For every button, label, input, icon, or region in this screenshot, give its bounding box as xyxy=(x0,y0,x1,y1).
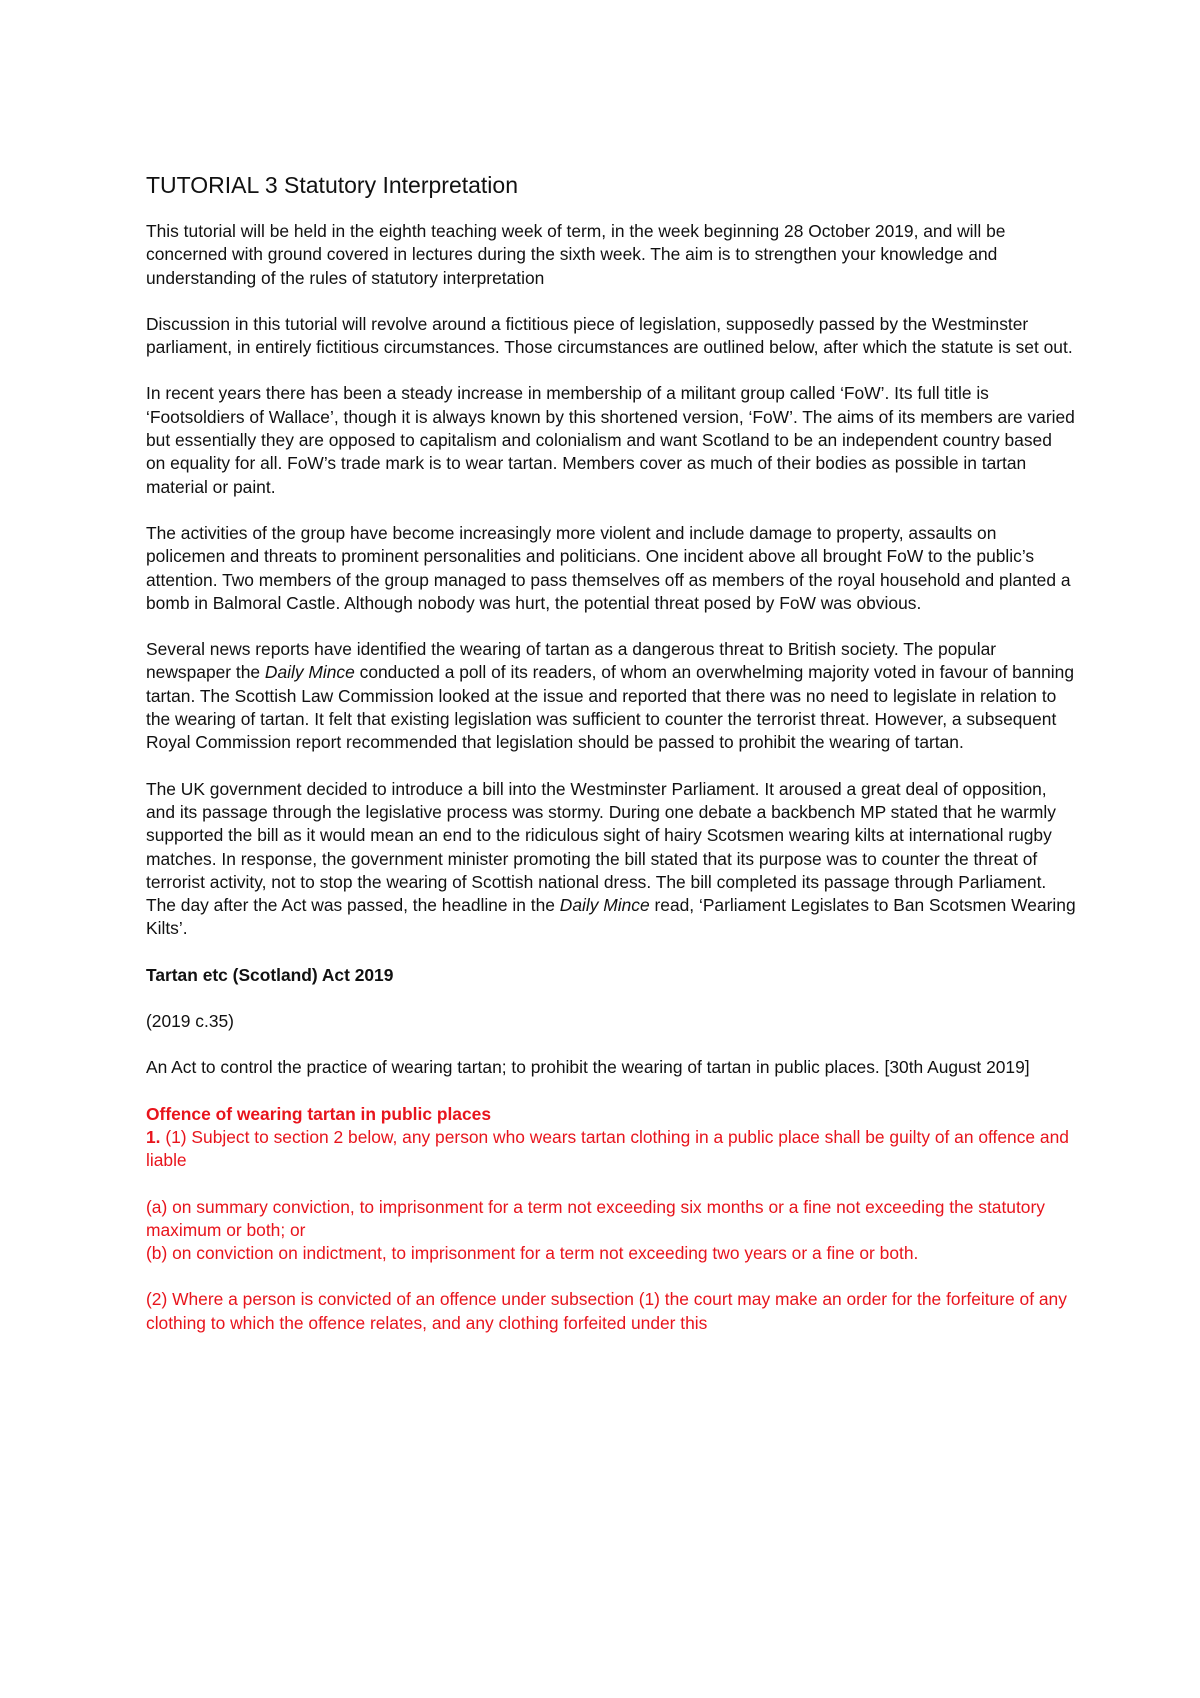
newspaper-name: Daily Mince xyxy=(559,895,650,916)
act-citation: (2019 c.35) xyxy=(146,1011,234,1032)
subsection-1-text: (1) Subject to section 2 below, any person who wears tartan clothing in a public place shall be guilty of an offence and liable xyxy=(146,1126,1069,1171)
news-text-1: Several news reports have identified the wearing of tartan as a dangerous threat to British society. The popular newspaper the xyxy=(146,639,997,683)
fow-paragraph: In recent years there has been a steady increase in membership of a militant group called ‘FoW’. Its full title is ‘Footsoldiers of Wallace’, though it is always known by this shortened version, ‘FoW’. The aims of its members are varied but essentially they are opposed to capitalism and colonialism and want Scotland to be an independent country based on equality for all. FoW’s trade mark is to wear tartan. Members cover as much of their bodies as possible in tartan material or paint. xyxy=(146,383,1075,497)
government-text-1: The UK government decided to introduce a bill into the Westminster Parliament. It aroused a great deal of opposition, and its passage through the legislative process was stormy. During one debate a backbench MP stated that he warmly supported the bill as it would mean an end to the ridiculous sight of hairy Scotsmen wearing kilts at international rugby matches. In response, the government minister promoting the bill stated that its purpose was to counter the threat of terrorist activity, not to stop the wearing of Scottish national dress. The bill completed its passage through Parliament. The day after the Act was passed, the headline in the xyxy=(146,778,1056,916)
section-heading: Offence of wearing tartan in public places xyxy=(146,1103,491,1124)
paragraph-a: (a) on summary conviction, to imprisonment for a term not exceeding six months or a fine not exceeding the statutory maximum or both; or xyxy=(146,1196,1045,1240)
act-long-title: An Act to control the practice of wearing tartan; to prohibit the wearing of tartan in public places. [30th August 2019] xyxy=(146,1057,1030,1078)
paragraph-b: (b) on conviction on indictment, to imprisonment for a term not exceeding two years or a fine or both. xyxy=(146,1243,919,1264)
section-1-subsection-2: (2) Where a person is convicted of an offence under subsection (1) the court may make an order for the forfeiture of any clothing to which the offence relates, and any clothing forfeited under this xyxy=(146,1289,1067,1333)
document-page xyxy=(146,170,1076,1358)
news-paragraph xyxy=(146,638,1076,754)
page-title: TUTORIAL 3 Statutory Interpretation xyxy=(146,172,518,198)
section-number: 1. xyxy=(146,1126,161,1147)
newspaper-name: Daily Mince xyxy=(264,662,355,683)
intro-paragraph: This tutorial will be held in the eighth teaching week of term, in the week beginning 28 October 2019, and will be concerned with ground covered in lectures during the sixth week. The aim is to strengthen your knowledge and understanding of the rules of statutory interpretation xyxy=(146,221,1006,288)
news-text-2: conducted a poll of its readers, of whom an overwhelming majority voted in favour of banning tartan. The Scottish Law Commission looked at the issue and reported that there was no need to legislate in relation to the wearing of tartan. It felt that existing legislation was sufficient to counter the terrorist threat. However, a subsequent Royal Commission report recommended that legislation should be passed to prohibit the wearing of tartan. xyxy=(146,662,1075,753)
government-paragraph xyxy=(146,778,1076,941)
activities-paragraph: The activities of the group have become increasingly more violent and include damage to property, assaults on policemen and threats to prominent personalities and politicians. One incident above all brought FoW to the public’s attention. Two members of the group managed to pass themselves off as members of the royal household and planted a bomb in Balmoral Castle. Although nobody was hurt, the potential threat posed by FoW was obvious. xyxy=(146,522,1071,613)
government-text-2: read, ‘Parliament Legislates to Ban Scotsmen Wearing Kilts’. xyxy=(146,895,1076,939)
discussion-paragraph: Discussion in this tutorial will revolve around a fictitious piece of legislation, supposedly passed by the Westminster parliament, in entirely fictitious circumstances. Those circumstances are outlined below, after which the statute is set out. xyxy=(146,313,1073,358)
section-1-subsection-1 xyxy=(146,1126,1076,1173)
act-title: Tartan etc (Scotland) Act 2019 xyxy=(146,964,394,985)
